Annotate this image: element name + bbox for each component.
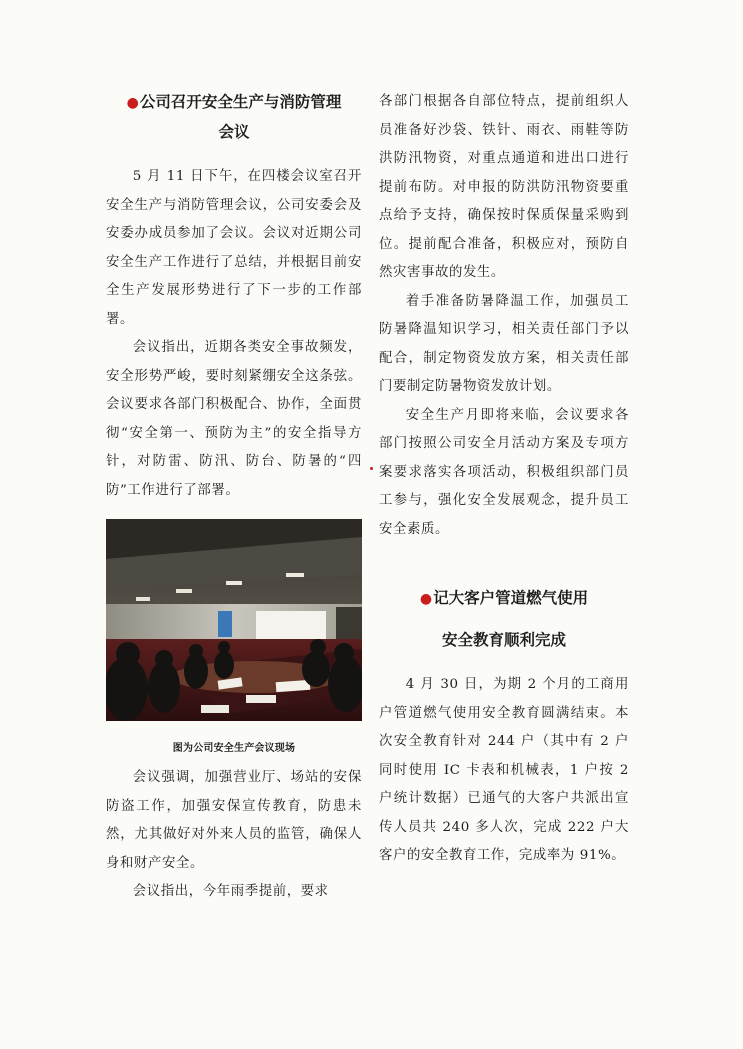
article1-paragraph-continued: 各部门根据各自部位特点，提前组织人员准备好沙袋、铁针、雨衣、雨鞋等防洪防汛物资，对重点通道和进出口进行提前布防。对申报的防洪防汛物资要重点给予支持，确保按时保质保量采购到位。提前配合准备，积极应对，预防自然灾害事故的发生。 [379,94,629,280]
article1-title [106,88,362,147]
photo-caption: 图为公司安全生产会议现场 [172,743,296,754]
red-bullet-icon: ● [419,591,433,607]
article1-paragraph: 5 月 11 日下午，在四楼会议室召开安全生产与消防管理会议，公司安委会及安委办成员参加了会议。会议对近期公司安全生产工作进行了总结，并根据目前安全生产发展形势进行了下一步的工作部署。 [106,169,362,327]
article1-title-line1: 公司召开安全生产与消防管理 [139,93,342,111]
article1-paragraph: 着手准备防暑降温工作，加强员工防暑降温知识学习，相关责任部门予以配合，制定物资发放方案，相关责任部门要制定防暑物资发放计划。 [379,293,629,394]
article2-paragraph: 4 月 30 日，为期 2 个月的工商用户管道燃气使用安全教育圆满结束。本次安全教育针对 244 户（其中有 2 户同时使用 IC 卡表和机械表，1 户按 2 户统计数据）已通气的大客户共派出宣传人员共 240 多人次，完成 222 户大客户的安全教育工作，完成率为 91%。 [379,677,629,863]
article1-paragraph: 会议强调，加强营业厅、场站的安保防盗工作，加强安保宣传教育，防患未然，尤其做好对外来人员的监管，确保人身和财产安全。 [106,770,362,871]
article1-paragraph: 会议指出，近期各类安全事故频发，安全形势严峻，要时刻紧绷安全这条弦。会议要求各部门积极配合、协作，全面贯彻“安全第一、预防为主”的安全指导方针，对防雷、防汛、防台、防暑的“四防”工作进行了部署。 [106,340,362,498]
meeting-room-image [106,519,362,721]
red-bullet-icon: ● [126,95,139,111]
article1-paragraph: 安全生产月即将来临，会议要求各部门按照公司安全月活动方案及专项方案要求落实各项活动，积极组织部门员工参与，强化安全发展观念，提升员工安全素质。 [379,407,629,537]
article2-title-line2: 安全教育顺利完成 [441,631,566,649]
red-dot-mark [370,467,373,470]
article2-title [379,584,629,655]
article2-title-line1: 记大客户管道燃气使用 [433,589,589,607]
article1-title-line2: 会议 [218,123,250,141]
meeting-photo [106,519,362,721]
article1-paragraph: 会议指出，今年雨季提前，要求 [132,884,329,899]
left-column [106,88,362,907]
right-column [379,88,629,871]
